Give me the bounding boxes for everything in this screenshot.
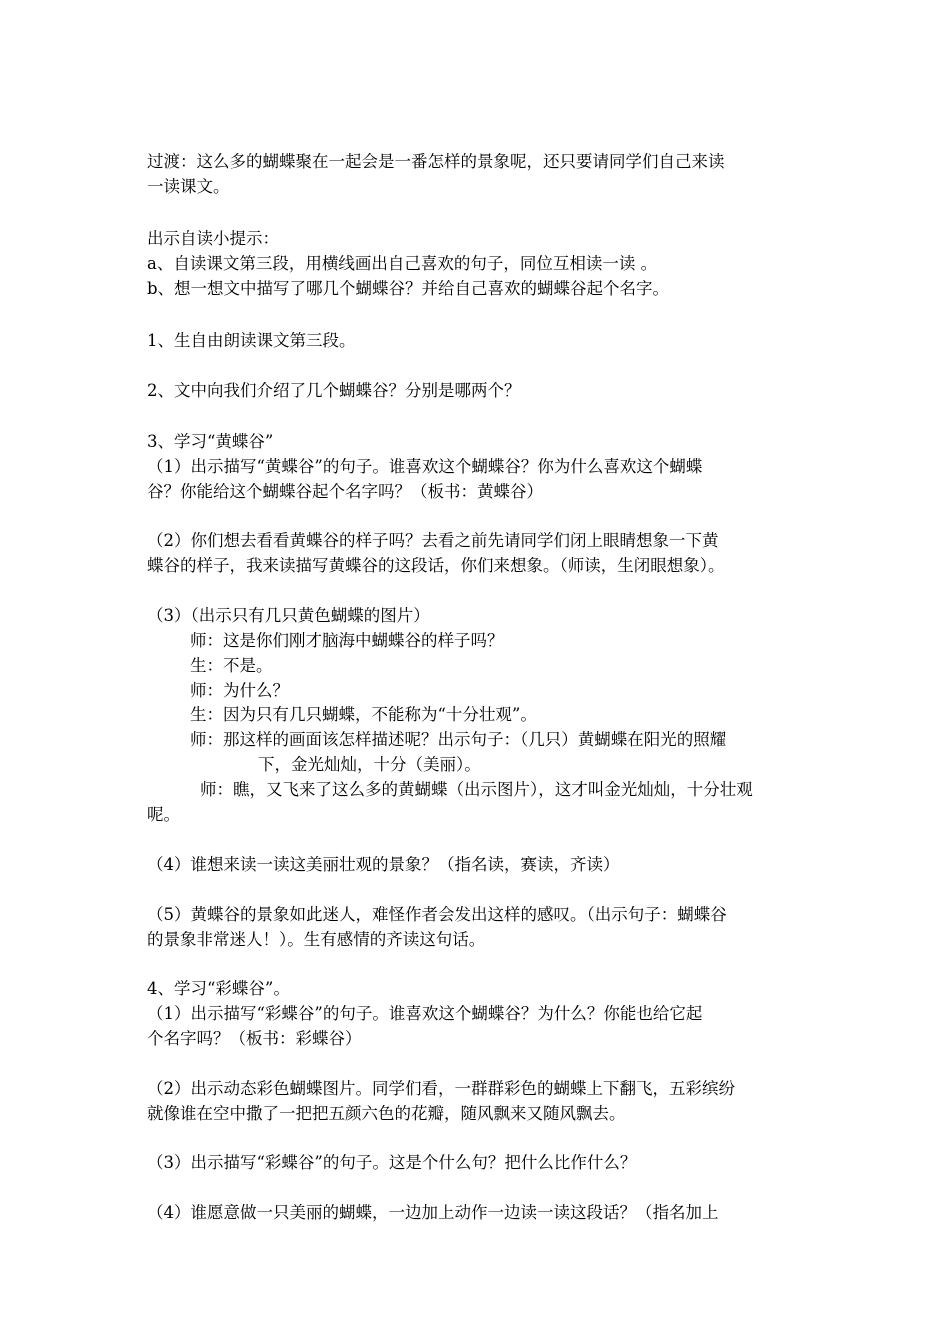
tip-a: a、自读课文第三段，用横线画出自己喜欢的句子，同位互相读一读 。	[147, 254, 658, 273]
dialog-line-5: 师：那这样的画面该怎样描述呢？出示句子：（几只）黄蝴蝶在阳光的照耀	[190, 730, 727, 749]
step-3-p2-line-1: （2）你们想去看看黄蝶谷的样子吗？去看之前先请同学们闭上眼睛想象一下黄	[147, 531, 719, 550]
step-4-title: 4、学习“彩蝶谷”。	[147, 979, 290, 998]
tip-b: b、想一想文中描写了哪几个蝴蝶谷？并给自己喜欢的蝴蝶谷起个名字。	[147, 279, 670, 298]
step-4-p2-line-2: 就像谁在空中撒了一把把五颜六色的花瓣，随风飘来又随风飘去。	[147, 1104, 626, 1123]
dialog-line-1: 师：这是你们刚才脑海中蝴蝶谷的样子吗？	[190, 631, 504, 650]
dialog-line-6-continued: 呢。	[147, 805, 180, 824]
transition-line-2: 一读课文。	[147, 177, 230, 196]
step-3-p5-line-1: （5）黄蝶谷的景象如此迷人，难怪作者会发出这样的感叹。（出示句子：蝴蝶谷	[147, 905, 727, 924]
step-3-title: 3、学习“黄蝶谷”	[147, 432, 274, 451]
step-4-p2-line-1: （2）出示动态彩色蝴蝶图片。同学们看，一群群彩色的蝴蝶上下翻飞，五彩缤纷	[147, 1079, 735, 1098]
transition-line-1: 过渡：这么多的蝴蝶聚在一起会是一番怎样的景象呢，还只要请同学们自己来读	[147, 152, 725, 171]
dialog-line-3: 师：为什么？	[190, 681, 289, 700]
step-3-p3-heading: （3）（出示只有几只黄色蝴蝶的图片）	[147, 606, 430, 625]
step-3-p4: （4）谁想来读一读这美丽壮观的景象？（指名读，赛读，齐读）	[147, 855, 620, 874]
tips-heading: 出示自读小提示：	[147, 229, 279, 248]
step-3-p1-line-1: （1）出示描写“黄蝶谷”的句子。谁喜欢这个蝴蝶谷？你为什么喜欢这个蝴蝶	[147, 457, 703, 476]
dialog-line-5-continued: 下，金光灿灿，十分（美丽）。	[258, 755, 481, 774]
step-3-p1-line-2: 谷？你能给这个蝴蝶谷起个名字吗？（板书：黄蝶谷）	[147, 482, 543, 501]
step-4-p4: （4）谁愿意做一只美丽的蝴蝶，一边加上动作一边读一读这段话？（指名加上	[147, 1203, 719, 1222]
step-4-p1-line-1: （1）出示描写“彩蝶谷”的句子。谁喜欢这个蝴蝶谷？为什么？你能也给它起	[147, 1004, 703, 1023]
step-3-p5-line-2: 的景象非常迷人！）。生有感情的齐读这句话。	[147, 930, 486, 949]
step-4-p3: （3）出示描写“彩蝶谷”的句子。这是个什么句？把什么比作什么？	[147, 1153, 637, 1172]
step-3-p2-line-2: 蝶谷的样子，我来读描写黄蝶谷的这段话，你们来想象。（师读，生闭眼想象）。	[147, 556, 725, 575]
step-1: 1、生自由朗读课文第三段。	[147, 331, 356, 350]
dialog-line-6: 师：瞧，又飞来了这么多的黄蝴蝶（出示图片），这才叫金光灿灿，十分壮观	[200, 780, 753, 799]
step-4-p1-line-2: 个名字吗？（板书：彩蝶谷）	[147, 1029, 362, 1048]
step-2: 2、文中向我们介绍了几个蝴蝶谷？分别是哪两个？	[147, 381, 521, 400]
dialog-line-4: 生：因为只有几只蝴蝶，不能称为“十分壮观”。	[190, 705, 537, 724]
dialog-line-2: 生：不是。	[190, 656, 273, 675]
